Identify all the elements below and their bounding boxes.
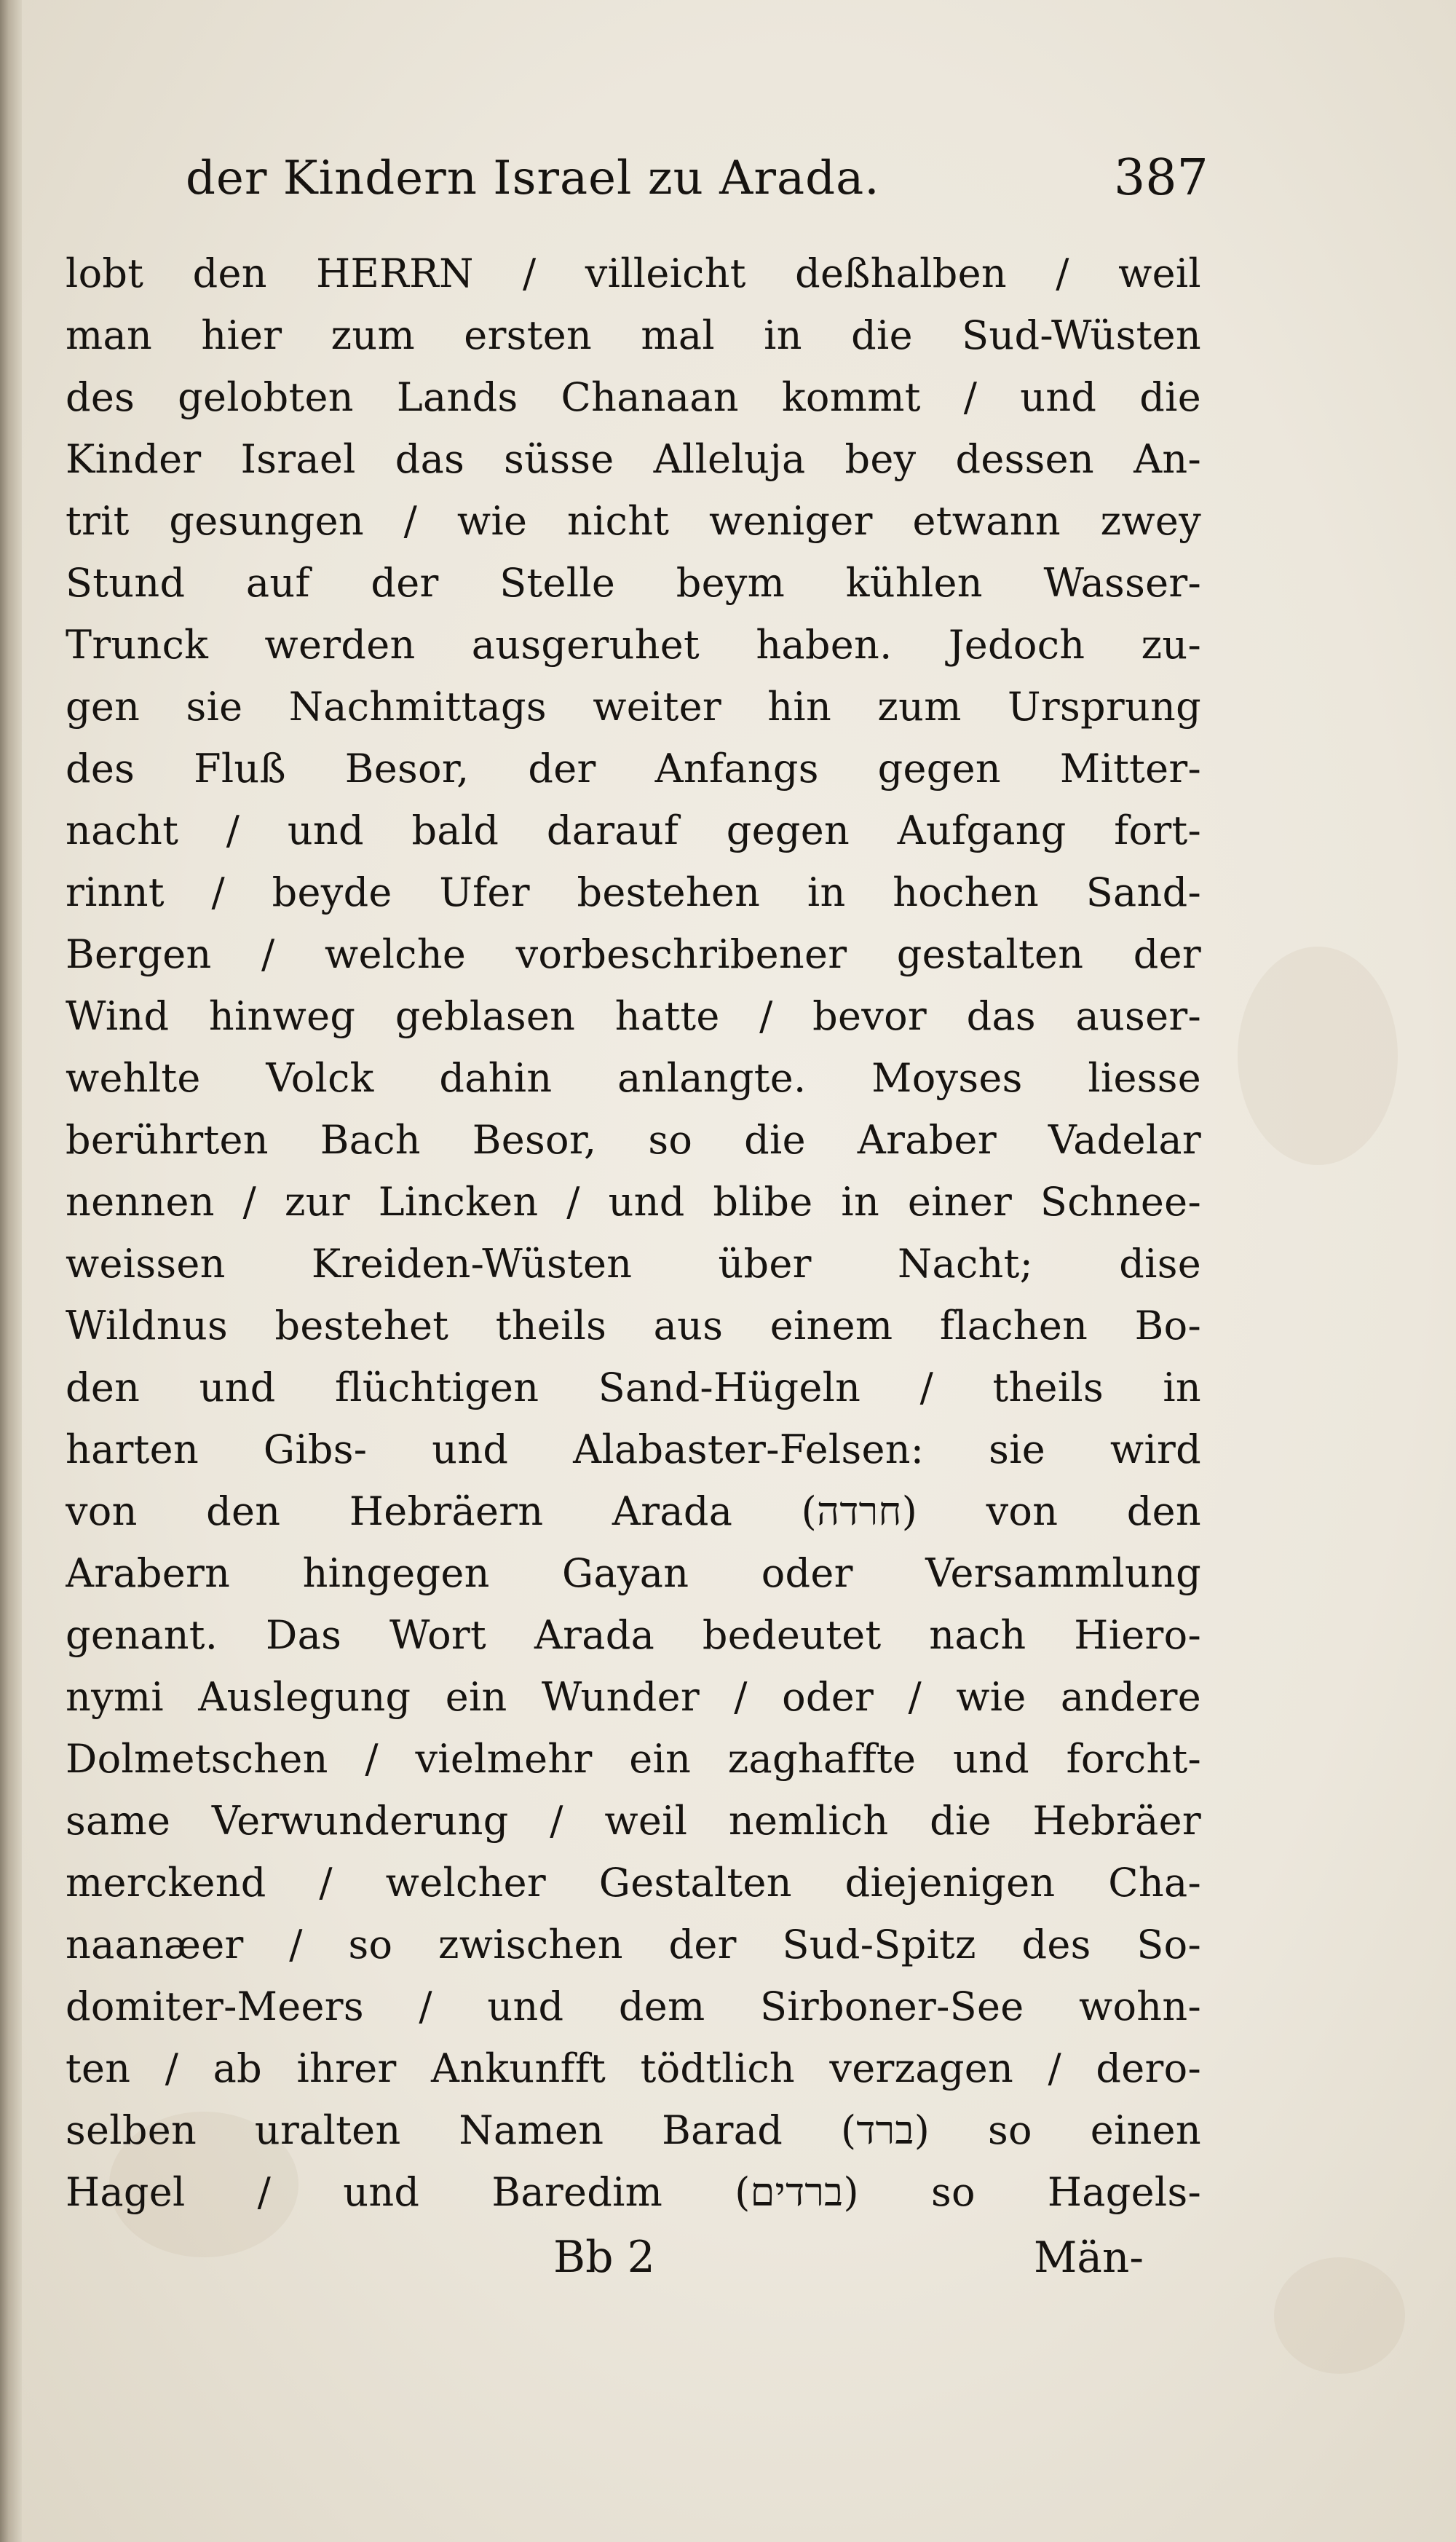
binding-edge <box>0 0 22 2542</box>
text-line: selben uralten Namen Barad (ברד) so einen <box>66 2107 1201 2153</box>
text-line: Hagel / und Baredim (ברדים) so Hagels- <box>66 2169 1201 2215</box>
text-line: rinnt / beyde Ufer bestehen in hochen Sand- <box>66 869 1201 915</box>
page-number: 387 <box>1114 149 1208 207</box>
text-line: berührten Bach Besor, so die Araber Vadelar <box>66 1117 1201 1163</box>
text-line: naanæer / so zwischen der Sud-Spitz des So- <box>66 1922 1201 1967</box>
text-line: ten / ab ihrer Ankunfft tödtlich verzagen / dero- <box>66 2045 1201 2091</box>
paper-stain <box>1238 947 1398 1165</box>
text-line: man hier zum ersten mal in die Sud-Wüsten <box>66 312 1201 358</box>
text-line: nymi Auslegung ein Wunder / oder / wie andere <box>66 1674 1201 1720</box>
text-line: same Verwunderung / weil nemlich die Hebräer <box>66 1798 1201 1844</box>
text-line: Stund auf der Stelle beym kühlen Wasser- <box>66 560 1201 606</box>
text-line: domiter-Meers / und dem Sirboner-See wohn- <box>66 1984 1201 2029</box>
text-line: des gelobten Lands Chanaan kommt / und die <box>66 374 1201 420</box>
text-line: lobt den HERRN / villeicht deßhalben / weil <box>66 250 1201 296</box>
text-line: von den Hebräern Arada (חרדה) von den <box>66 1488 1201 1534</box>
text-line: Wildnus bestehet theils aus einem flachen Bo- <box>66 1303 1201 1349</box>
text-line: merckend / welcher Gestalten diejenigen Cha- <box>66 1860 1201 1906</box>
text-line: trit gesungen / wie nicht weniger etwann zwey <box>66 498 1201 544</box>
text-line: nennen / zur Lincken / und blibe in einer Schnee- <box>66 1179 1201 1225</box>
running-head: der Kindern Israel zu Arada. <box>186 151 880 205</box>
page-footer <box>66 2223 1201 2292</box>
text-line: weissen Kreiden-Wüsten über Nacht; dise <box>66 1241 1201 1287</box>
text-line: Dolmetschen / vielmehr ein zaghaffte und forcht- <box>66 1736 1201 1782</box>
text-line: des Fluß Besor, der Anfangs gegen Mitter- <box>66 746 1201 792</box>
signature-mark: Bb 2 <box>553 2232 655 2283</box>
page-header <box>66 142 1208 229</box>
text-line: genant. Das Wort Arada bedeutet nach Hiero- <box>66 1612 1201 1658</box>
text-block <box>66 142 1208 2292</box>
text-line: harten Gibs- und Alabaster-Felsen: sie wird <box>66 1426 1201 1472</box>
text-line: den und flüchtigen Sand-Hügeln / theils in <box>66 1365 1201 1410</box>
paper-stain <box>1274 2257 1405 2374</box>
text-line: gen sie Nachmittags weiter hin zum Ursprung <box>66 684 1201 730</box>
text-line: nacht / und bald darauf gegen Aufgang fort- <box>66 808 1201 853</box>
text-line: Wind hinweg geblasen hatte / bevor das auser- <box>66 993 1201 1039</box>
body-text <box>66 242 1201 2223</box>
text-line: Bergen / welche vorbeschribener gestalten der <box>66 931 1201 977</box>
text-line: Trunck werden ausgeruhet haben. Jedoch zu- <box>66 622 1201 668</box>
text-line: Kinder Israel das süsse Alleluja bey dessen An- <box>66 436 1201 482</box>
text-line: wehlte Volck dahin anlangte. Moyses liesse <box>66 1055 1201 1101</box>
catchword: Män- <box>1034 2233 1144 2282</box>
text-line: Arabern hingegen Gayan oder Versammlung <box>66 1550 1201 1596</box>
